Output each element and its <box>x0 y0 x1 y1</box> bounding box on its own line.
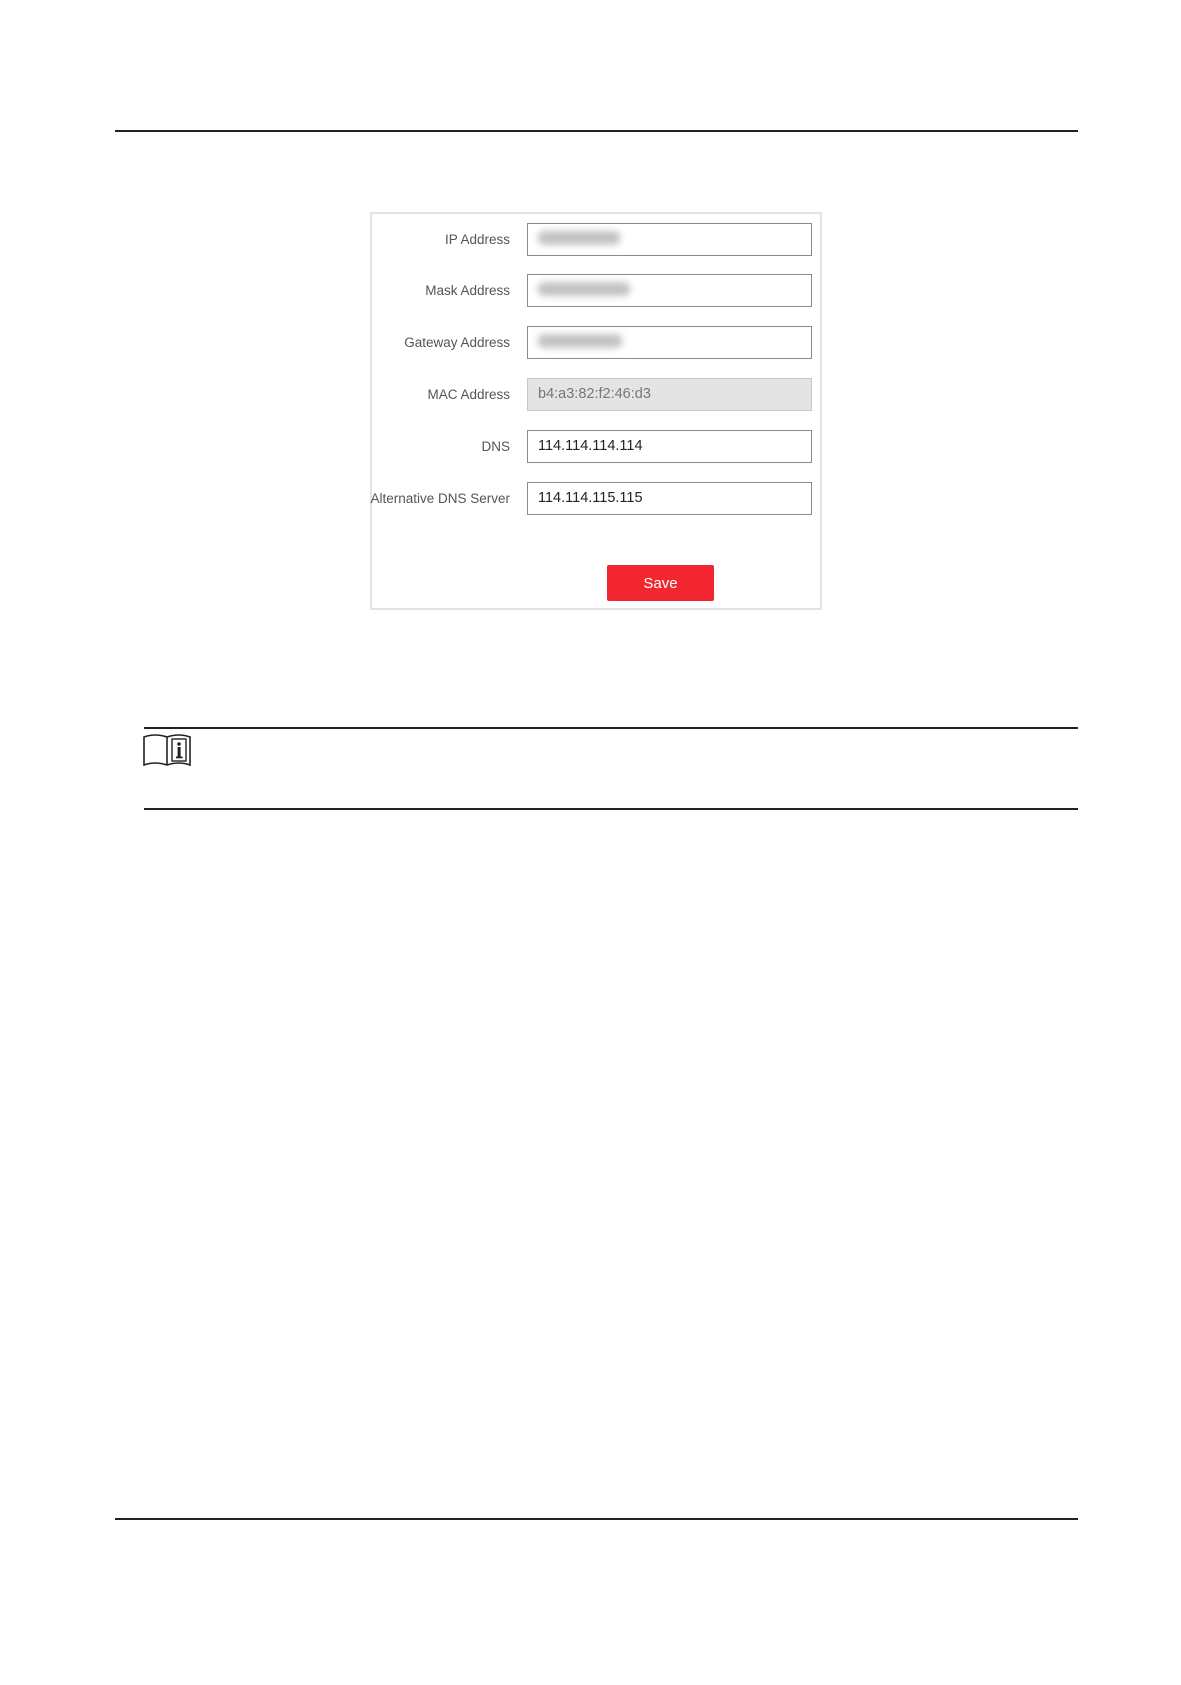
redacted-value <box>538 334 622 348</box>
dns-label: DNS <box>481 439 510 454</box>
footer-rule <box>115 1518 1078 1520</box>
ip-address-field[interactable] <box>527 223 812 256</box>
redacted-value <box>538 282 630 296</box>
mask-address-row <box>372 274 820 308</box>
alternative-dns-row <box>372 482 820 516</box>
alternative-dns-label: Alternative DNS Server <box>370 491 510 506</box>
gateway-address-row <box>372 326 820 360</box>
ip-address-label: IP Address <box>444 232 510 247</box>
info-book-icon <box>143 733 191 767</box>
dns-field[interactable]: 114.114.114.114 <box>527 430 812 463</box>
header-rule <box>115 130 1078 132</box>
mac-address-field: b4:a3:82:f2:46:d3 <box>527 378 812 411</box>
mac-address-label: MAC Address <box>427 387 510 402</box>
mask-address-label: Mask Address <box>425 283 510 298</box>
note-top-rule <box>144 727 1078 729</box>
redacted-value <box>538 231 620 245</box>
gateway-address-label: Gateway Address <box>404 335 510 350</box>
save-button[interactable]: Save <box>607 565 714 601</box>
mask-address-field[interactable] <box>527 274 812 307</box>
dns-row <box>372 430 820 464</box>
network-settings-panel <box>370 212 822 610</box>
ip-address-row <box>372 223 820 257</box>
gateway-address-field[interactable] <box>527 326 812 359</box>
note-bottom-rule <box>144 808 1078 810</box>
alternative-dns-field[interactable]: 114.114.115.115 <box>527 482 812 515</box>
mac-address-row <box>372 378 820 412</box>
